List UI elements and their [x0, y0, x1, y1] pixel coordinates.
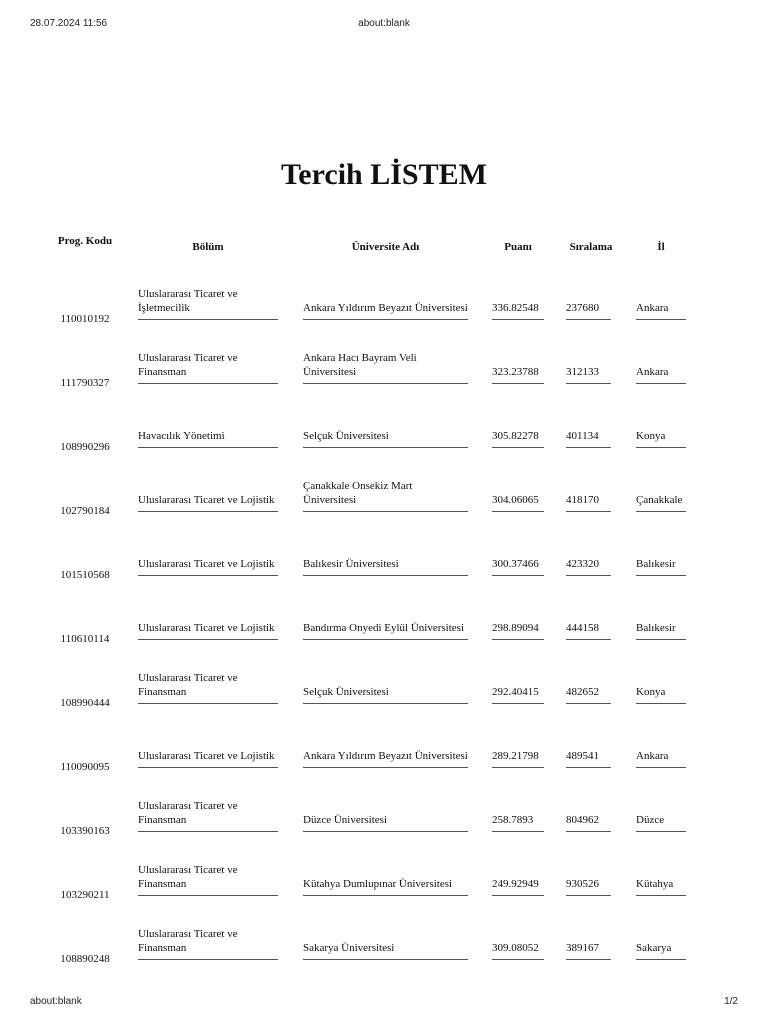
- university-cell: [303, 735, 468, 768]
- department-cell-text: Uluslararası Ticaret ve Finansman: [138, 864, 238, 890]
- department-cell-text: Uluslararası Ticaret ve Finansman: [138, 928, 238, 954]
- program-code: [50, 526, 120, 582]
- rank-cell-text: 389167: [566, 942, 599, 954]
- table-header: [50, 230, 710, 270]
- page-title: Tercih LİSTEM: [281, 158, 487, 191]
- university-cell: [303, 287, 468, 320]
- table-row: [50, 782, 710, 846]
- score-cell-text: 289.21798: [492, 750, 539, 762]
- score-cell-text: 298.89094: [492, 622, 539, 634]
- university-cell: [303, 607, 468, 640]
- city-cell: [636, 611, 686, 640]
- university-cell-text: Ankara Yıldırım Beyazıt Üniversitesi: [303, 750, 468, 762]
- rank-cell: [566, 547, 611, 576]
- program-code: [50, 654, 120, 710]
- program-code: [50, 398, 120, 454]
- score-cell: [492, 803, 544, 832]
- university-cell-text: Düzce Üniversitesi: [303, 814, 387, 826]
- city-cell-text: Konya: [636, 430, 666, 442]
- score-cell-text: 249.92949: [492, 878, 539, 890]
- city-cell: [636, 483, 686, 512]
- rank-cell: [566, 867, 611, 896]
- program-code: [50, 590, 120, 646]
- program-code-text: 103390163: [60, 825, 110, 837]
- score-cell-text: 292.40415: [492, 686, 539, 698]
- score-cell-text: 323.23788: [492, 366, 539, 378]
- university-cell: [303, 671, 468, 704]
- city-cell: [636, 291, 686, 320]
- table-row: [50, 654, 710, 718]
- rank-cell: [566, 803, 611, 832]
- table-body: [50, 270, 710, 974]
- rank-cell-text: 804962: [566, 814, 599, 826]
- program-code: [50, 718, 120, 774]
- city-cell: [636, 803, 686, 832]
- rank-cell-text: 237680: [566, 302, 599, 314]
- city-cell: [636, 931, 686, 960]
- program-code-text: 108990444: [60, 697, 110, 709]
- print-url: about:blank: [358, 18, 410, 29]
- department-cell-text: Uluslararası Ticaret ve Finansman: [138, 352, 238, 378]
- department-cell: [138, 287, 278, 320]
- score-cell: [492, 547, 544, 576]
- rank-cell: [566, 419, 611, 448]
- department-cell: [138, 415, 278, 448]
- program-code-text: 111790327: [60, 377, 110, 389]
- score-cell-text: 258.7893: [492, 814, 534, 826]
- city-cell-text: Balıkesir: [636, 622, 676, 634]
- program-code-text: 101510568: [60, 569, 110, 581]
- university-cell: [303, 927, 468, 960]
- table-row: [50, 590, 710, 654]
- program-code-text: 108990296: [60, 441, 110, 453]
- program-code-text: 110090095: [60, 761, 110, 773]
- university-cell-text: Selçuk Üniversitesi: [303, 686, 389, 698]
- university-cell: [303, 351, 468, 384]
- university-cell-text: Ankara Yıldırım Beyazıt Üniversitesi: [303, 302, 468, 314]
- score-cell-text: 305.82278: [492, 430, 539, 442]
- city-cell-text: Düzce: [636, 814, 665, 826]
- rank-cell-text: 401134: [566, 430, 599, 442]
- score-cell: [492, 867, 544, 896]
- university-cell: [303, 415, 468, 448]
- university-cell: [303, 479, 468, 512]
- program-code: [50, 910, 120, 966]
- score-cell-text: 304.06065: [492, 494, 539, 506]
- table-row: [50, 398, 710, 462]
- department-cell: [138, 607, 278, 640]
- program-code: [50, 270, 120, 326]
- university-cell-text: Kütahya Dumlupınar Üniversitesi: [303, 878, 453, 890]
- rank-cell-text: 482652: [566, 686, 599, 698]
- department-cell: [138, 799, 278, 832]
- score-cell-text: 300.37466: [492, 558, 539, 570]
- department-cell: [138, 543, 278, 576]
- program-code-text: 108890248: [60, 953, 110, 965]
- footer-url: about:blank: [30, 996, 82, 1007]
- rank-cell-text: 312133: [566, 366, 599, 378]
- rank-cell: [566, 611, 611, 640]
- table-row: [50, 270, 710, 334]
- rank-cell: [566, 675, 611, 704]
- university-cell: [303, 799, 468, 832]
- score-cell: [492, 419, 544, 448]
- rank-cell: [566, 483, 611, 512]
- department-cell: [138, 927, 278, 960]
- table-row: [50, 846, 710, 910]
- column-header-il: İl: [657, 241, 665, 253]
- city-cell: [636, 739, 686, 768]
- university-cell-text: Bandırma Onyedi Eylül Üniversitesi: [303, 622, 464, 634]
- city-cell: [636, 355, 686, 384]
- program-code: [50, 334, 120, 390]
- department-cell-text: Havacılık Yönetimi: [138, 430, 225, 442]
- rank-cell: [566, 291, 611, 320]
- column-header-siralama: Sıralama: [569, 241, 613, 253]
- rank-cell: [566, 355, 611, 384]
- university-cell: [303, 543, 468, 576]
- city-cell-text: Çanakkale: [636, 494, 683, 506]
- university-cell-text: Çanakkale Onsekiz Mart Üniversitesi: [303, 480, 413, 506]
- department-cell: [138, 351, 278, 384]
- university-cell-text: Sakarya Üniversitesi: [303, 942, 395, 954]
- print-date: 28.07.2024 11:56: [30, 18, 108, 29]
- program-code: [50, 462, 120, 518]
- program-code-text: 110610114: [60, 633, 110, 645]
- rank-cell-text: 418170: [566, 494, 599, 506]
- score-cell: [492, 483, 544, 512]
- department-cell-text: Uluslararası Ticaret ve Finansman: [138, 672, 238, 698]
- print-footer: [0, 994, 768, 1014]
- city-cell: [636, 419, 686, 448]
- city-cell-text: Sakarya: [636, 942, 672, 954]
- program-code-text: 103290211: [60, 889, 110, 901]
- city-cell: [636, 675, 686, 704]
- program-code-text: 110010192: [60, 313, 110, 325]
- rank-cell-text: 423320: [566, 558, 599, 570]
- column-header-bolum: Bölüm: [192, 241, 224, 253]
- rank-cell-text: 930526: [566, 878, 599, 890]
- department-cell-text: Uluslararası Ticaret ve Lojistik: [138, 622, 275, 634]
- department-cell: [138, 479, 278, 512]
- department-cell-text: Uluslararası Ticaret ve Lojistik: [138, 750, 275, 762]
- score-cell: [492, 931, 544, 960]
- preference-table: [50, 230, 710, 974]
- university-cell-text: Balıkesir Üniversitesi: [303, 558, 399, 570]
- score-cell: [492, 611, 544, 640]
- city-cell: [636, 867, 686, 896]
- table-row: [50, 526, 710, 590]
- table-row: [50, 910, 710, 974]
- rank-cell-text: 489541: [566, 750, 599, 762]
- program-code-text: 102790184: [60, 505, 110, 517]
- rank-cell: [566, 931, 611, 960]
- city-cell-text: Balıkesir: [636, 558, 676, 570]
- university-cell: [303, 863, 468, 896]
- city-cell: [636, 547, 686, 576]
- university-cell-text: Selçuk Üniversitesi: [303, 430, 389, 442]
- department-cell-text: Uluslararası Ticaret ve Lojistik: [138, 494, 275, 506]
- rank-cell-text: 444158: [566, 622, 599, 634]
- city-cell-text: Ankara: [636, 366, 669, 378]
- column-header-kod: Prog. Kodu: [57, 235, 113, 247]
- score-cell-text: 309.08052: [492, 942, 539, 954]
- department-cell-text: Uluslararası Ticaret ve Lojistik: [138, 558, 275, 570]
- department-cell: [138, 671, 278, 704]
- university-cell-text: Ankara Hacı Bayram Veli Üniversitesi: [303, 352, 417, 378]
- city-cell-text: Ankara: [636, 750, 669, 762]
- department-cell: [138, 735, 278, 768]
- program-code: [50, 846, 120, 902]
- department-cell: [138, 863, 278, 896]
- department-cell-text: Uluslararası Ticaret ve Finansman: [138, 800, 238, 826]
- city-cell-text: Konya: [636, 686, 666, 698]
- score-cell: [492, 739, 544, 768]
- print-header: [0, 14, 768, 34]
- column-header-universite: Üniversite Adı: [351, 241, 420, 253]
- score-cell: [492, 355, 544, 384]
- table-row: [50, 462, 710, 526]
- score-cell: [492, 675, 544, 704]
- table-row: [50, 334, 710, 398]
- program-code: [50, 782, 120, 838]
- city-cell-text: Kütahya: [636, 878, 674, 890]
- rank-cell: [566, 739, 611, 768]
- city-cell-text: Ankara: [636, 302, 669, 314]
- column-header-puan: Puanı: [504, 241, 532, 253]
- page-number: 1/2: [724, 996, 738, 1007]
- table-row: [50, 718, 710, 782]
- department-cell-text: Uluslararası Ticaret ve İşletmecilik: [138, 288, 238, 314]
- score-cell-text: 336.82548: [492, 302, 539, 314]
- score-cell: [492, 291, 544, 320]
